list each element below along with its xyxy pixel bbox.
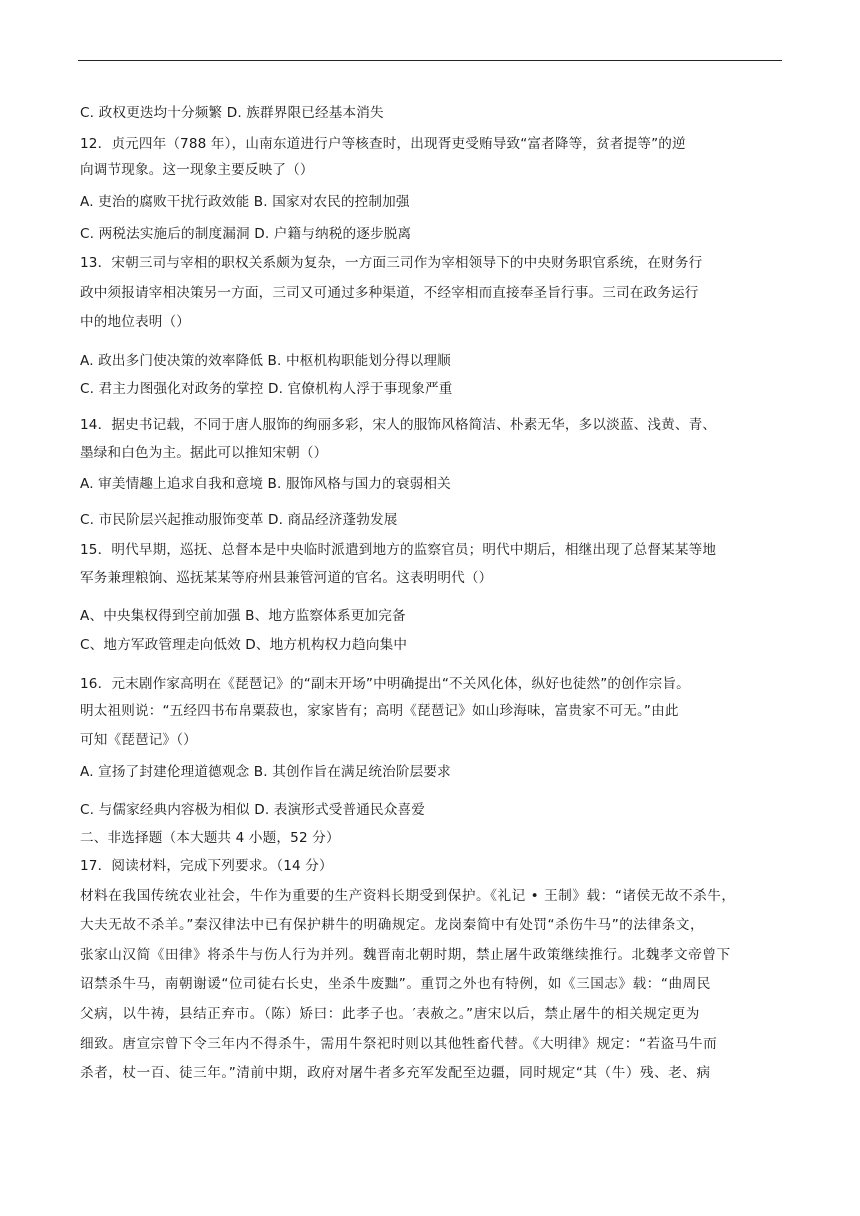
question-13-stem: 13．宋朝三司与宰相的职权关系颇为复杂，一方面三司作为宰相领导下的中央财务职官系统，在财务行 [80,255,703,271]
material-paragraph-line: 大夫无故不杀羊。”秦汉律法中已有保护耕牛的明确规定。龙岗秦简中有处罚“杀伤牛马”的法律条文， [80,917,705,933]
question-14-options-cd: C. 市民阶层兴起推动服饰变革 D. 商品经济蓬勃发展 [80,512,398,528]
question-13-stem-cont: 政中须报请宰相决策另一方面，三司又可通过多种渠道，不经宰相而直接奉圣旨行事。三司在政务运行 [80,285,699,301]
question-13-stem-end: 中的地位表明（） [80,314,190,330]
question-13-options-ab: A. 政出多门使决策的效率降低 B. 中枢机构职能划分得以理顺 [80,353,451,369]
question-16-options-ab: A. 宣扬了封建伦理道德观念 B. 其创作旨在满足统治阶层要求 [80,764,451,780]
material-paragraph-line: 杀者，杖一百、徒三年。”清前中期，政府对屠牛者多充军发配至边疆，同时规定“其（牛）残、老、病 [80,1065,711,1081]
question-12-stem-cont: 向调节现象。这一现象主要反映了（） [80,162,314,178]
question-16-stem-end: 可知《琵琶记》（） [80,732,197,748]
question-14-stem: 14．据史书记载，不同于唐人服饰的绚丽多彩，宋人的服饰风格简洁、朴素无华，多以淡蓝、浅黄、青、 [80,417,717,433]
material-paragraph-line: 细致。唐宣宗曾下令三年内不得杀牛，需用牛祭祀时则以其他牲畜代替。《大明律》规定：“若盗马牛而 [80,1036,718,1052]
question-12-options-cd: C. 两税法实施后的制度漏洞 D. 户籍与纳税的逐步脱离 [80,226,412,242]
question-17-stem: 17．阅读材料，完成下列要求。（14 分） [80,858,333,874]
material-paragraph-line: 诏禁杀牛马，南朝谢谖“位司徒右长史，坐杀牛废黜”。重罚之外也有特例，如《三国志》载：“曲周民 [80,976,711,992]
material-paragraph-line: 父病，以牛祷，县结正弃市。（陈）矫曰：此孝子也。′表赦之。”唐宋以后，禁止屠牛的相关规定更为 [80,1006,700,1022]
question-13-options-cd: C. 君主力图强化对政务的掌控 D. 官僚机构人浮于事现象严重 [80,381,453,397]
question-14-options-ab: A. 审美情趣上追求自我和意境 B. 服饰风格与国力的衰弱相关 [80,476,451,492]
header-rule [78,60,782,61]
question-16-stem-cont: 明太祖则说：“五经四书布帛粟菽也，家家皆有；高明《琵琶记》如山珍海味，富贵家不可无。”由此 [80,703,679,719]
material-paragraph-line: 张家山汉简《田律》将杀牛与伤人行为并列。魏晋南北朝时期，禁止屠牛政策继续推行。北魏孝文帝曾下 [80,947,731,963]
question-12-stem: 12．贞元四年（788 年），山南东道进行户等核查时，出现胥吏受贿导致“富者降等，贫者提等”的逆 [80,136,686,152]
question-12-options-ab: A. 吏治的腐败干扰行政效能 B. 国家对农民的控制加强 [80,194,410,210]
question-15-stem-cont: 军务兼理粮饷、巡抚某某等府州县兼管河道的官名。这表明明代（） [80,570,493,586]
material-paragraph-line: 材料在我国传统农业社会，牛作为重要的生产资料长期受到保护。《礼记 • 王制》载：“诸侯无故不杀牛， [80,888,736,904]
question-16-stem: 16．元末剧作家高明在《琵琶记》的“副末开场”中明确提出“不关风化体，纵好也徒然”的创作宗旨。 [80,676,690,692]
section-heading: 二、非选择题（本大题共 4 小题，52 分） [80,830,340,846]
question-15-options-ab: A、中央集权得到空前加强 B、地方监察体系更加完备 [80,608,406,624]
question-14-stem-cont: 墨绿和白色为主。据此可以推知宋朝（） [80,445,328,461]
question-15-options-cd: C、地方军政管理走向低效 D、地方机构权力趋向集中 [80,637,408,653]
question-15-stem: 15．明代早期，巡抚、总督本是中央临时派遣到地方的监察官员；明代中期后，相继出现了总督某某等地 [80,542,717,558]
question-16-options-cd: C. 与儒家经典内容极为相似 D. 表演形式受普通民众喜爱 [80,802,425,818]
option-line-11cd: C. 政权更迭均十分频繁 D. 族群界限已经基本消失 [80,105,384,121]
